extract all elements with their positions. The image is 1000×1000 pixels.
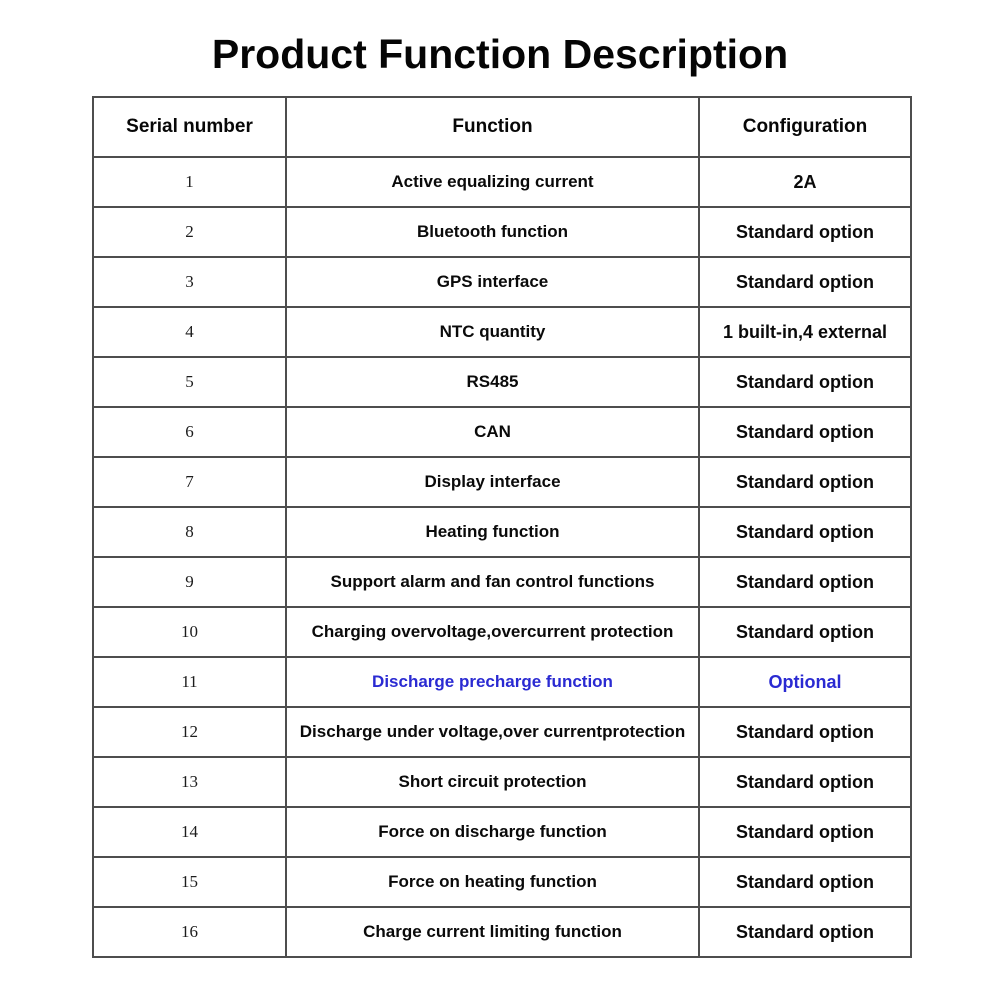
configuration-cell: Standard option	[699, 207, 911, 257]
table-row	[93, 357, 911, 407]
table-row	[93, 407, 911, 457]
configuration-cell: Standard option	[699, 257, 911, 307]
table-row	[93, 157, 911, 207]
function-cell: Display interface	[286, 457, 699, 507]
configuration-cell: Standard option	[699, 457, 911, 507]
header-configuration: Configuration	[699, 97, 911, 157]
configuration-cell: Optional	[699, 657, 911, 707]
table-row	[93, 457, 911, 507]
serial-number-cell: 12	[93, 707, 286, 757]
product-function-table	[92, 96, 912, 958]
table-row	[93, 307, 911, 357]
function-cell: Force on discharge function	[286, 807, 699, 857]
table-row	[93, 607, 911, 657]
serial-number-cell: 6	[93, 407, 286, 457]
configuration-cell: Standard option	[699, 907, 911, 957]
configuration-cell: Standard option	[699, 607, 911, 657]
table-row	[93, 507, 911, 557]
serial-number-cell: 13	[93, 757, 286, 807]
function-cell: Support alarm and fan control functions	[286, 557, 699, 607]
configuration-cell: Standard option	[699, 757, 911, 807]
serial-number-cell: 8	[93, 507, 286, 557]
serial-number-cell: 2	[93, 207, 286, 257]
serial-number-cell: 4	[93, 307, 286, 357]
function-cell: GPS interface	[286, 257, 699, 307]
table-row	[93, 907, 911, 957]
serial-number-cell: 1	[93, 157, 286, 207]
table-row	[93, 807, 911, 857]
table-row	[93, 657, 911, 707]
configuration-cell: Standard option	[699, 407, 911, 457]
serial-number-cell: 16	[93, 907, 286, 957]
function-cell: Force on heating function	[286, 857, 699, 907]
serial-number-cell: 11	[93, 657, 286, 707]
function-cell: Heating function	[286, 507, 699, 557]
function-cell: Short circuit protection	[286, 757, 699, 807]
header-row	[93, 97, 911, 157]
function-cell: Discharge precharge function	[286, 657, 699, 707]
function-cell: RS485	[286, 357, 699, 407]
serial-number-cell: 9	[93, 557, 286, 607]
configuration-cell: Standard option	[699, 707, 911, 757]
serial-number-cell: 7	[93, 457, 286, 507]
serial-number-cell: 15	[93, 857, 286, 907]
header-function: Function	[286, 97, 699, 157]
function-cell: Active equalizing current	[286, 157, 699, 207]
table-row	[93, 757, 911, 807]
table-row	[93, 857, 911, 907]
function-cell: Bluetooth function	[286, 207, 699, 257]
table-row	[93, 207, 911, 257]
function-cell: Discharge under voltage,over currentprotection	[286, 707, 699, 757]
serial-number-cell: 3	[93, 257, 286, 307]
header-serial-number: Serial number	[93, 97, 286, 157]
serial-number-cell: 5	[93, 357, 286, 407]
serial-number-cell: 10	[93, 607, 286, 657]
configuration-cell: Standard option	[699, 807, 911, 857]
function-cell: NTC quantity	[286, 307, 699, 357]
table-row	[93, 557, 911, 607]
function-cell: CAN	[286, 407, 699, 457]
table-row	[93, 257, 911, 307]
function-cell: Charge current limiting function	[286, 907, 699, 957]
configuration-cell: Standard option	[699, 357, 911, 407]
configuration-cell: 2A	[699, 157, 911, 207]
table-row	[93, 707, 911, 757]
page-title: Product Function Description	[211, 31, 789, 77]
serial-number-cell: 14	[93, 807, 286, 857]
configuration-cell: Standard option	[699, 857, 911, 907]
configuration-cell: Standard option	[699, 557, 911, 607]
configuration-cell: Standard option	[699, 507, 911, 557]
configuration-cell: 1 built-in,4 external	[699, 307, 911, 357]
table-body	[93, 157, 911, 957]
function-cell: Charging overvoltage,overcurrent protection	[286, 607, 699, 657]
